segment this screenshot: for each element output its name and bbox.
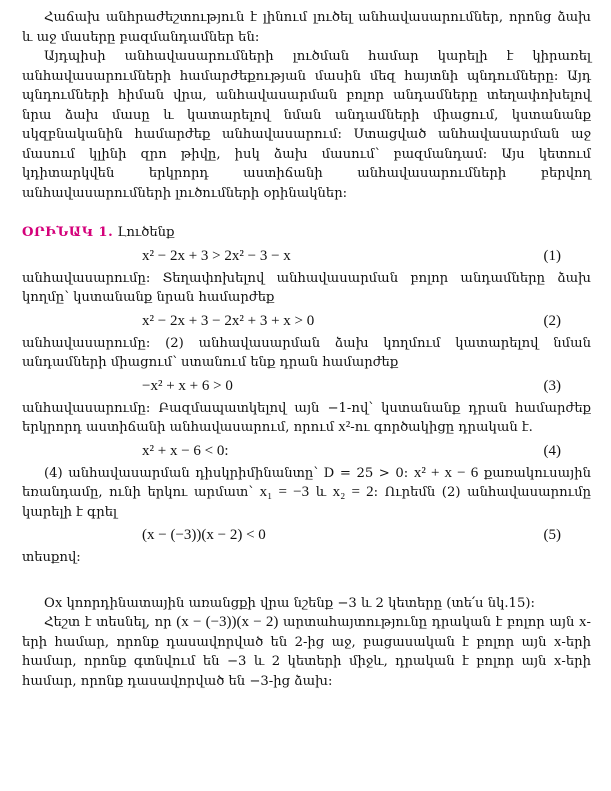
sign-text-a: Հեշտ է տեսնել, որ	[44, 615, 177, 630]
sign-text-b: արտահայտությունը դրական է բոլոր այն	[278, 615, 580, 630]
equation-4-number: (4)	[543, 442, 561, 459]
equation-5-expression: (x − (−3))(x − 2) < 0	[142, 527, 266, 543]
equation-5-number: (5)	[543, 527, 561, 543]
after-equation-3-text	[22, 399, 591, 438]
method-paragraph: Այդպիսի անհավասարումների լուծման համար կարելի է կիրառել անհավասարումների համարժեքության մասին մեզ հայտնի պնդումները: Այդ պնդումների հիման վրա, անհավասարման բոլոր անդամները տեղափոխելով նրա ձախ մասը և կատարելով նման անդամների միացում, կստանանք սկզբնականին համարժեք անհավասարում: Ստացված անհավասարման աջ մասում կլինի զրո թիվը, իսկ ձախ մասում՝ բազմանդամ: Այս կետում կդիտարկվեն երկրորդ աստիճանի անհավասարումների բերվող անհավասարումների լուծումների օրինակներ:	[22, 49, 591, 201]
example-intro-text: Լուծենք	[117, 225, 175, 240]
spacer	[22, 568, 591, 594]
equation-2-number: (2)	[543, 312, 561, 329]
discriminant-text-c: և	[309, 485, 333, 500]
axis-text-b: կոորդինատային առանցքի վրա նշենք −3 և 2 կետերը (տե՛ս նկ.15):	[62, 595, 535, 611]
after-equation-1-text: անհավասարումը: Տեղափոխելով անհավասարման բոլոր անդամները ձախ կողմը՝ կստանանք նրան համարժեք	[22, 270, 591, 305]
equation-4	[22, 438, 591, 464]
equation-2	[22, 308, 591, 334]
var-x-math: x	[553, 653, 562, 669]
product-math: (x − (−3))(x − 2)	[176, 614, 279, 630]
equation-3-number: (3)	[543, 377, 561, 394]
discriminant-paragraph	[22, 464, 591, 523]
sign-text-c: -երի համար, որոնք դասավորված են 2-ից աջ, բացասական է բոլոր այն	[22, 615, 591, 650]
var-x-math: x	[579, 614, 587, 630]
equation-2-expression: x² − 2x + 3 − 2x² + 3 + x > 0	[142, 312, 315, 329]
axis-paragraph	[22, 594, 591, 614]
after-equation-3-text-a: անհավասարումը: Բազմապատկելով այն −1-ով՝ կստանանք դրան համարժեք երկրորդ աստիճանի անհավասարում, որում	[22, 400, 591, 435]
sign-text-d: -երի համար, որոնք գտնվում են −3 և 2 կետերի միջև, դրական է բոլոր այն	[22, 634, 591, 669]
root-2-math: x₂ = 2	[332, 484, 374, 500]
discriminant-text-a: (4) անհավասարման դիսկրիմինանտը՝ D = 25 > 0:	[44, 465, 414, 481]
equation-3	[22, 373, 591, 399]
sign-text-e: -երի համար, որոնք դասավորված են −3-ից ձախ:	[22, 654, 591, 689]
after-equation-5-text: տեսքով:	[22, 550, 81, 565]
after-equation-2-text: անհավասարումը: (2) անհավասարման ձախ կողմում կատարելով նման անդամների միացում՝ ստանում ենք դրան համարժեք	[22, 335, 591, 370]
equation-3-expression: −x² + x + 6 > 0	[142, 377, 233, 394]
equation-1-expression: x² − 2x + 3 > 2x² − 3 − x	[142, 247, 291, 264]
equation-5	[22, 522, 591, 548]
trinomial-math: x² + x − 6	[413, 464, 479, 481]
var-x-math: x	[553, 633, 562, 650]
axis-x-math: x	[54, 594, 63, 611]
sign-analysis-paragraph	[22, 613, 591, 691]
discriminant-text-b: քառակուսային եռանդամը, ունի երկու արմատ՝	[22, 465, 591, 500]
spacer	[22, 203, 591, 223]
axis-text-a: O	[44, 595, 55, 611]
discriminant-text-d: : Ուրեմն (2) անհավասարումը կարելի է գրել	[22, 485, 591, 520]
equation-1	[22, 243, 591, 269]
intro-paragraph: Հաճախ անհրաժեշտություն է լինում լուծել անհավասարումներ, որոնց ձախ և աջ մասերը բազմանդամներ են:	[22, 10, 591, 45]
x-squared-math: x²	[338, 419, 351, 435]
example-label: ՕՐԻՆԱԿ 1.	[22, 225, 114, 240]
equation-4-expression: x² + x − 6 < 0:	[142, 442, 229, 459]
root-1-math: x₁ = −3	[259, 484, 310, 500]
after-equation-3-text-b: -ու գործակիցը դրական է.	[350, 420, 533, 435]
example-heading	[22, 223, 591, 243]
equation-1-number: (1)	[543, 247, 561, 264]
